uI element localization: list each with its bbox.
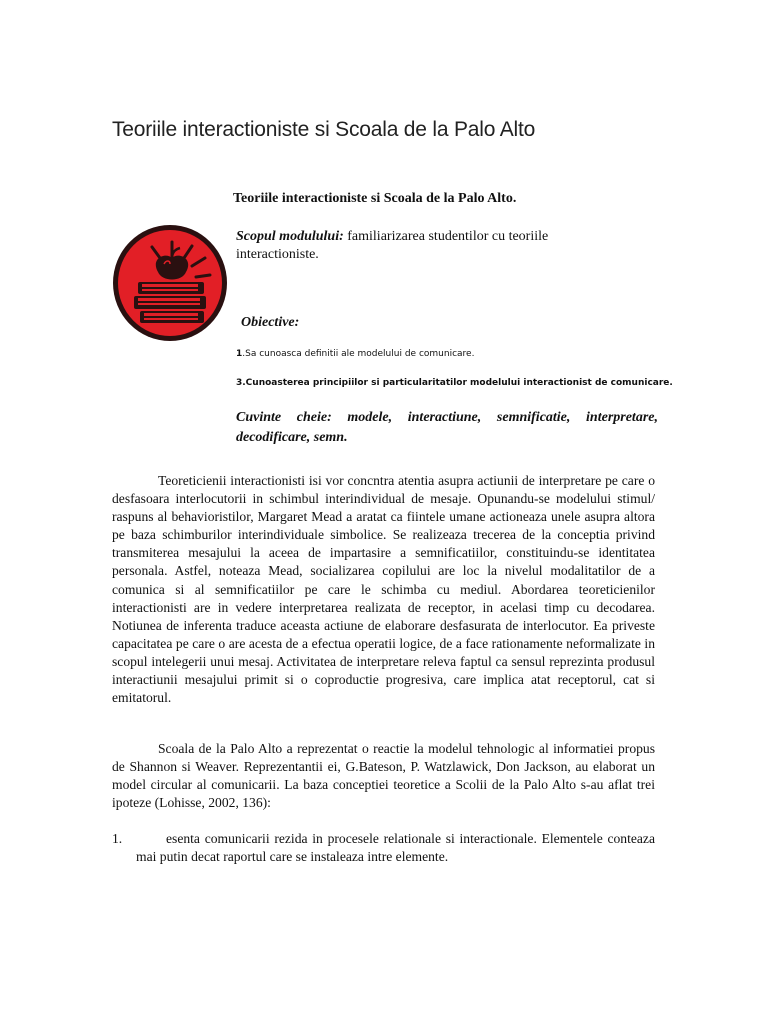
list-item-number: 1. <box>112 831 123 846</box>
list-item-text: esenta comunicarii rezida in procesele relationale si interactionale. Elementele conteaza mai putin decat raportul care se instaleaza intre elemente. <box>136 831 655 865</box>
scope-text: familiarizarea studentilor cu teoriile interactioniste. <box>236 229 549 262</box>
paragraph-interactionist-theory: Teoreticienii interactionisti isi vor concntra atentia asupra actiunii de interpretare pe care o desfasoara interlocutorii in schimbul interindividual de mesaje. Opunandu-se modelului stimul/ raspuns al behavioristilor, Margaret Mead a aratat ca fiintele umane actioneaza unele asupra altora pe baza schimburilor interindividuale simbolice. Se realizeaza trecerea de la conceptia privind transmiterea mesajului la aceea de impartasire a semnificatiilor, constituindu-se identitatea personala. Astfel, noteaza Mead, socializarea copilului are loc la nivelul modalitatilor de a comunica si al semnificatiilor pe care le schimba cu mediul. Abordarea teoreticienilor interactionisti are in vedere interpretarea realizata de receptor, in acelasi timp cu decodarea. Notiunea de inferenta traduce aceasta actiune de elaborare desfasurata de interlocutor. Ea priveste capacitatea pe care o are acesta de a efectua operatii logice, de a face rationamente neformalizate in scopul intelegerii unui mesaj. Activitatea de interpretare releva faptul ca sensul reprezinta produsul interactiunii mesajului primit si o coproductie progresiva, care implica atat receptorul, cat si emitatorul. <box>112 473 655 706</box>
list-item <box>112 830 655 866</box>
scope-label: Scopul modulului: <box>236 229 344 244</box>
objective-3: 3.Cunoasterea principiilor si particularitatilor modelului interactionist de comunicare. <box>236 378 673 388</box>
paragraph-palo-alto-school: Scoala de la Palo Alto a reprezentat o reactie la modelul tehnologic al informatiei propus de Shannon si Weaver. Reprezentantii ei, G.Bateson, P. Watzlawick, Don Jackson, au elaborat un model circular al comunicarii. La baza conceptiei teoretice a Scolii de la Palo Alto s-au aflat trei ipoteze (Lohisse, 2002, 136): <box>112 741 655 811</box>
books-apple-clipart <box>110 222 230 344</box>
objectives-heading: Obiective: <box>241 315 300 330</box>
section-subtitle: Teoriile interactioniste si Scoala de la Palo Alto. <box>233 191 517 206</box>
books-apple-icon <box>110 222 230 344</box>
objective-1 <box>236 349 474 359</box>
keywords: Cuvinte cheie: modele, interactiune, semnificatie, interpretare, decodificare, semn. <box>236 410 658 445</box>
objective-1-number: 1 <box>236 349 243 359</box>
objective-1-text: .Sa cunoasca definitii ale modelului de comunicare. <box>242 349 475 359</box>
module-scope <box>236 228 576 264</box>
page-title: Teoriile interactioniste si Scoala de la Palo Alto <box>112 118 536 141</box>
